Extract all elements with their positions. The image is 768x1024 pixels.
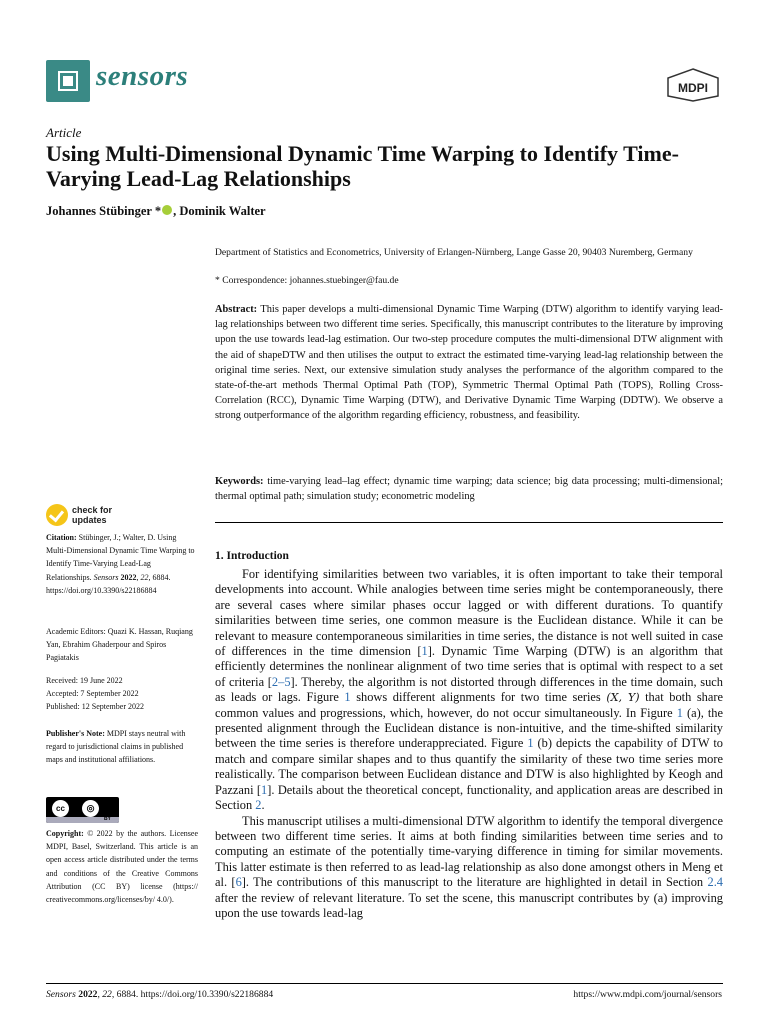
- cc-by-badge[interactable]: cc ◎ BY: [46, 797, 119, 823]
- citation-link[interactable]: 6: [235, 875, 242, 890]
- abstract-text: This paper develops a multi-dimensional Dynamic Time Warping (DTW) algorithm to identify varying lead-lag relationships between two different time series. Specifically, this manuscript contributes to the literature by improving upon the use towards lead-lag estimation. Our two-step procedure computes the multi-dimensional DTW alignment with the aid of shapeDTW and then utilises the output to extract the estimated time-varying lead-lag relationship between the original time series. Next, our extensive simulation study analyses the performance of the algorithm compared to the state-of-the-art methods Thermal Optimal Path (TOP), Symmetric Thermal Optimal Path (TOPS), Rolling Cross-Correlation (RCC), Dynamic Time Warping (DTW), and Derivative Dynamic Time Warping (DDTW). We observe a strong outperformance of the algorithm regarding efficiency, robustness, and feasibility.: [215, 304, 723, 422]
- accepted-date: Accepted: 7 September 2022: [46, 689, 139, 699]
- check-for-updates[interactable]: check for updates: [46, 504, 136, 528]
- cc-icon: cc: [52, 800, 69, 817]
- paper-title: Using Multi-Dimensional Dynamic Time Warping to Identify Time-Varying Lead-Lag Relationships: [46, 141, 679, 191]
- keywords-label: Keywords:: [215, 476, 264, 487]
- publishers-note: Publisher's Note: MDPI stays neutral with regard to jurisdictional claims in published maps and institutional affiliations.: [46, 729, 186, 765]
- journal-logo: [46, 60, 90, 102]
- citation-link[interactable]: 1: [261, 782, 268, 797]
- check-icon: [46, 504, 68, 526]
- section-body: [215, 567, 723, 921]
- figure-link[interactable]: 1: [344, 690, 351, 705]
- author-2[interactable]: , Dominik Walter: [173, 204, 266, 218]
- section-link[interactable]: 2.4: [707, 875, 724, 890]
- citation-link[interactable]: 1: [421, 644, 428, 659]
- publisher-name: MDPI: [678, 81, 708, 95]
- journal-name: sensors: [96, 60, 189, 92]
- section-title: 1. Introduction: [215, 550, 289, 562]
- article-type: Article: [46, 125, 82, 140]
- orcid-icon[interactable]: [162, 205, 172, 215]
- footer-divider: [46, 983, 723, 984]
- math-xy: (X, Y): [606, 691, 640, 705]
- authors: [46, 204, 266, 219]
- correspondence: * Correspondence: johannes.stuebinger@fau.de: [215, 275, 399, 286]
- section-link[interactable]: 2: [255, 798, 262, 813]
- received-date: Received: 19 June 2022: [46, 676, 123, 685]
- academic-editors: Academic Editors: Quazi K. Hassan, Ruqiang Yan, Ebrahim Ghaderpour and Spiros Pagiatakis: [46, 627, 193, 663]
- keywords: [215, 474, 723, 504]
- dates: [46, 674, 198, 714]
- figure-link[interactable]: 1: [527, 736, 534, 751]
- footer-journal-url[interactable]: https://www.mdpi.com/journal/sensors: [573, 989, 722, 1000]
- figure-link[interactable]: 1: [676, 705, 683, 720]
- citation-link[interactable]: 2–5: [271, 674, 291, 689]
- divider: [215, 522, 723, 523]
- mdpi-logo: [666, 68, 720, 102]
- footer-citation: Sensors 2022, 22, 6884. https://doi.org/10.3390/s22186884: [46, 989, 274, 1000]
- person-icon: ◎: [82, 800, 99, 817]
- published-date: Published: 12 September 2022: [46, 702, 144, 712]
- author-1[interactable]: Johannes Stübinger *: [46, 204, 162, 218]
- affiliation: Department of Statistics and Econometrics, University of Erlangen-Nürnberg, Lange Gasse 20, 90403 Nuremberg, Germany: [215, 247, 693, 258]
- abstract-label: Abstract:: [215, 304, 258, 315]
- chip-icon: [58, 71, 78, 91]
- paragraph-1: For identifying similarities between two variables, it is often important to take their temporal developments into account. While analogies between time series might be contemporaneously, there are several cases where similar phases occur lagged or with different durations. To quantify similarities between time series, one common measure is the Euclidean distance. While it can be relevant to measure contemporaneous similarities in time series, the distance is not well suited in case of differences in the time dimension [1]. Dynamic Time Warping (DTW) is an algorithm that efficiently determines the nonlinear alignment of two time series that is optimal with respect to a set of criteria [2–5]. Thereby, the algorithm is not distorted through differences in the time domain, such as leads or lags. Figure 1 shows different alignments for two time series (X, Y) that both share common values and progressions, which, however, do not occur simultaneously. In Figure 1 (a), the presented alignment through the Euclidean distance is non-intuitive, and the time-shifted similarity between the time series is therefore underappreciated. Figure 1 (b) depicts the capability of DTW to match and compare similar shapes and to thus quantify the similarity of these two time series more realistically. The comparison between Euclidean distance and DTW is also highlighted by Keogh and Pazzani [1]. Details about the theoretical concept, functionality, and application areas are described in Section 2.: [215, 567, 724, 813]
- citation-block: Citation: Stübinger, J.; Walter, D. Using Multi-Dimensional Dynamic Time Warping to Identify Time-Varying Lead-Lag Relationships. Sensors 2022, 22, 6884. https://doi.org/10.3390/s22186884: [46, 533, 195, 595]
- copyright: Copyright: © 2022 by the authors. Licensee MDPI, Basel, Switzerland. This article is an open access article distributed under the terms and conditions of the Creative Commons Attribution (CC BY) license (https:// creativecommons.org/licenses/by/ 4.0/).: [46, 829, 199, 905]
- keywords-text: time-varying lead–lag effect; dynamic time warping; data science; big data processing; multi-dimensional; thermal optimal path; simulation study; econometric modeling: [215, 476, 723, 503]
- abstract: [215, 302, 723, 424]
- paragraph-2: This manuscript utilises a multi-dimensional DTW algorithm to identify the temporal divergence between two different time series. It aims at both finding similarities between time series and to computing an estimate of the potentially time-varying difference in timing for similar movements. This latter estimate is then referred to as lead-lag relationship as also done amongst others in Meng et al. [6]. The contributions of this manuscript to the literature are highlighted in detail in Section 2.4 after the review of relevant literature. To set the scene, this manuscript contributes by (a) improving upon the use towards lead-lag: [215, 813, 724, 920]
